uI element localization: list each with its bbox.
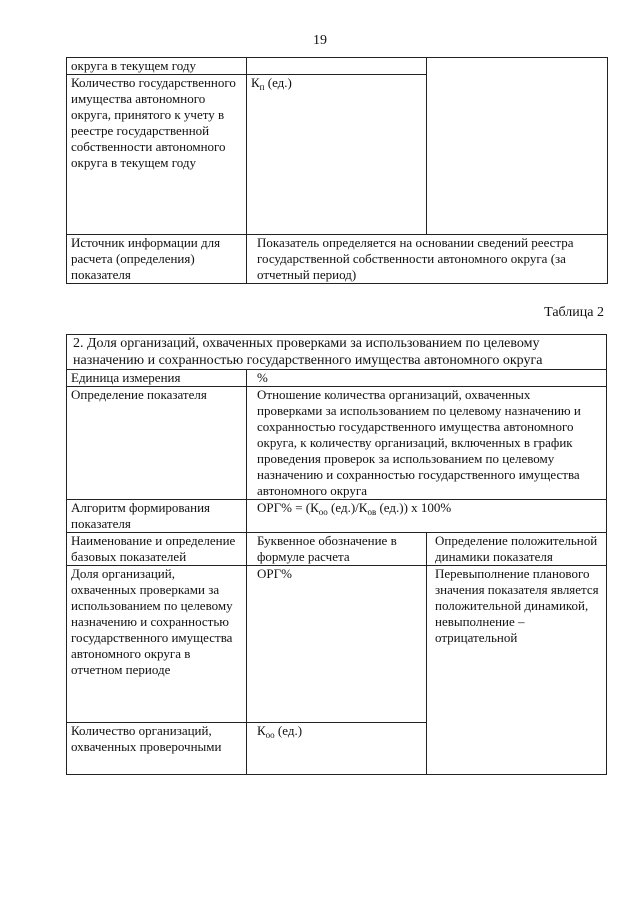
definition-label: Определение показателя	[67, 387, 247, 500]
definition-value: Отношение количества организаций, охваченных проверками за использованием по целевому назначению и сохранностью государственного имущества автономного округа, к количеству организаций, включенных в график проведения проверок за использованием по целевому назначению и сохранностью государственного имущества автономного округа	[247, 387, 607, 500]
indicator-table-2	[66, 334, 607, 775]
table2-caption: Таблица 2	[544, 305, 604, 320]
table1-row0-name: округа в текущем году	[67, 58, 247, 75]
symbol-subscript: оо	[265, 730, 275, 740]
formula-part-1: ОРГ% = (К	[257, 500, 319, 515]
indicator-table-1	[66, 57, 608, 284]
formula-sub-2: ов	[367, 507, 377, 517]
table2-title: 2. Доля организаций, охваченных проверками за использованием по целевому назначению и сохранностью государственного имущества автономного округа	[67, 335, 607, 370]
row-share-symbol: ОРГ%	[247, 566, 427, 723]
header-base-indicators: Наименование и определение базовых показателей	[67, 533, 247, 566]
header-positive-dynamics: Определение положительной динамики показателя	[427, 533, 607, 566]
symbol-unit: (ед.)	[274, 723, 303, 738]
symbol-subscript: п	[259, 82, 265, 92]
formula-part-3: (ед.)) х 100%	[376, 500, 452, 515]
row-share-name: Доля организаций, охваченных проверками за использованием по целевому назначению и сохранностью государственного имущества автономного округа в отчетном периоде	[67, 566, 247, 723]
algorithm-label: Алгоритм формирования показателя	[67, 500, 247, 533]
formula-part-2: (ед.)/К	[327, 500, 368, 515]
unit-value: %	[247, 370, 607, 387]
row-count-name: Количество организаций, охваченных проверочными	[67, 723, 247, 775]
table1-row0-symbol	[247, 58, 427, 75]
table1-source-value: Показатель определяется на основании сведений реестра государственной собственности автономного округа (за отчетный период)	[247, 235, 608, 284]
table1-empty-cell	[427, 58, 608, 235]
row-share-dynamics: Перевыполнение планового значения показателя является положительной динамикой, невыполнение – отрицательной	[427, 566, 607, 775]
algorithm-formula	[247, 500, 607, 533]
row-count-symbol	[247, 723, 427, 775]
symbol-unit: (ед.)	[264, 75, 292, 90]
symbol-main: К	[257, 723, 266, 738]
table1-source-label: Источник информации для расчета (определения) показателя	[67, 235, 247, 284]
header-letter-symbol: Буквенное обозначение в формуле расчета	[247, 533, 427, 566]
table1-row1-symbol	[247, 75, 427, 235]
page-number: 19	[313, 33, 327, 48]
formula-sub-1: оо	[318, 507, 328, 517]
table1-row1-name: Количество государственного имущества автономного округа, принятого к учету в реестре государственной собственности автономного округа в текущем году	[67, 75, 247, 235]
symbol-main: К	[251, 75, 260, 90]
unit-label: Единица измерения	[67, 370, 247, 387]
